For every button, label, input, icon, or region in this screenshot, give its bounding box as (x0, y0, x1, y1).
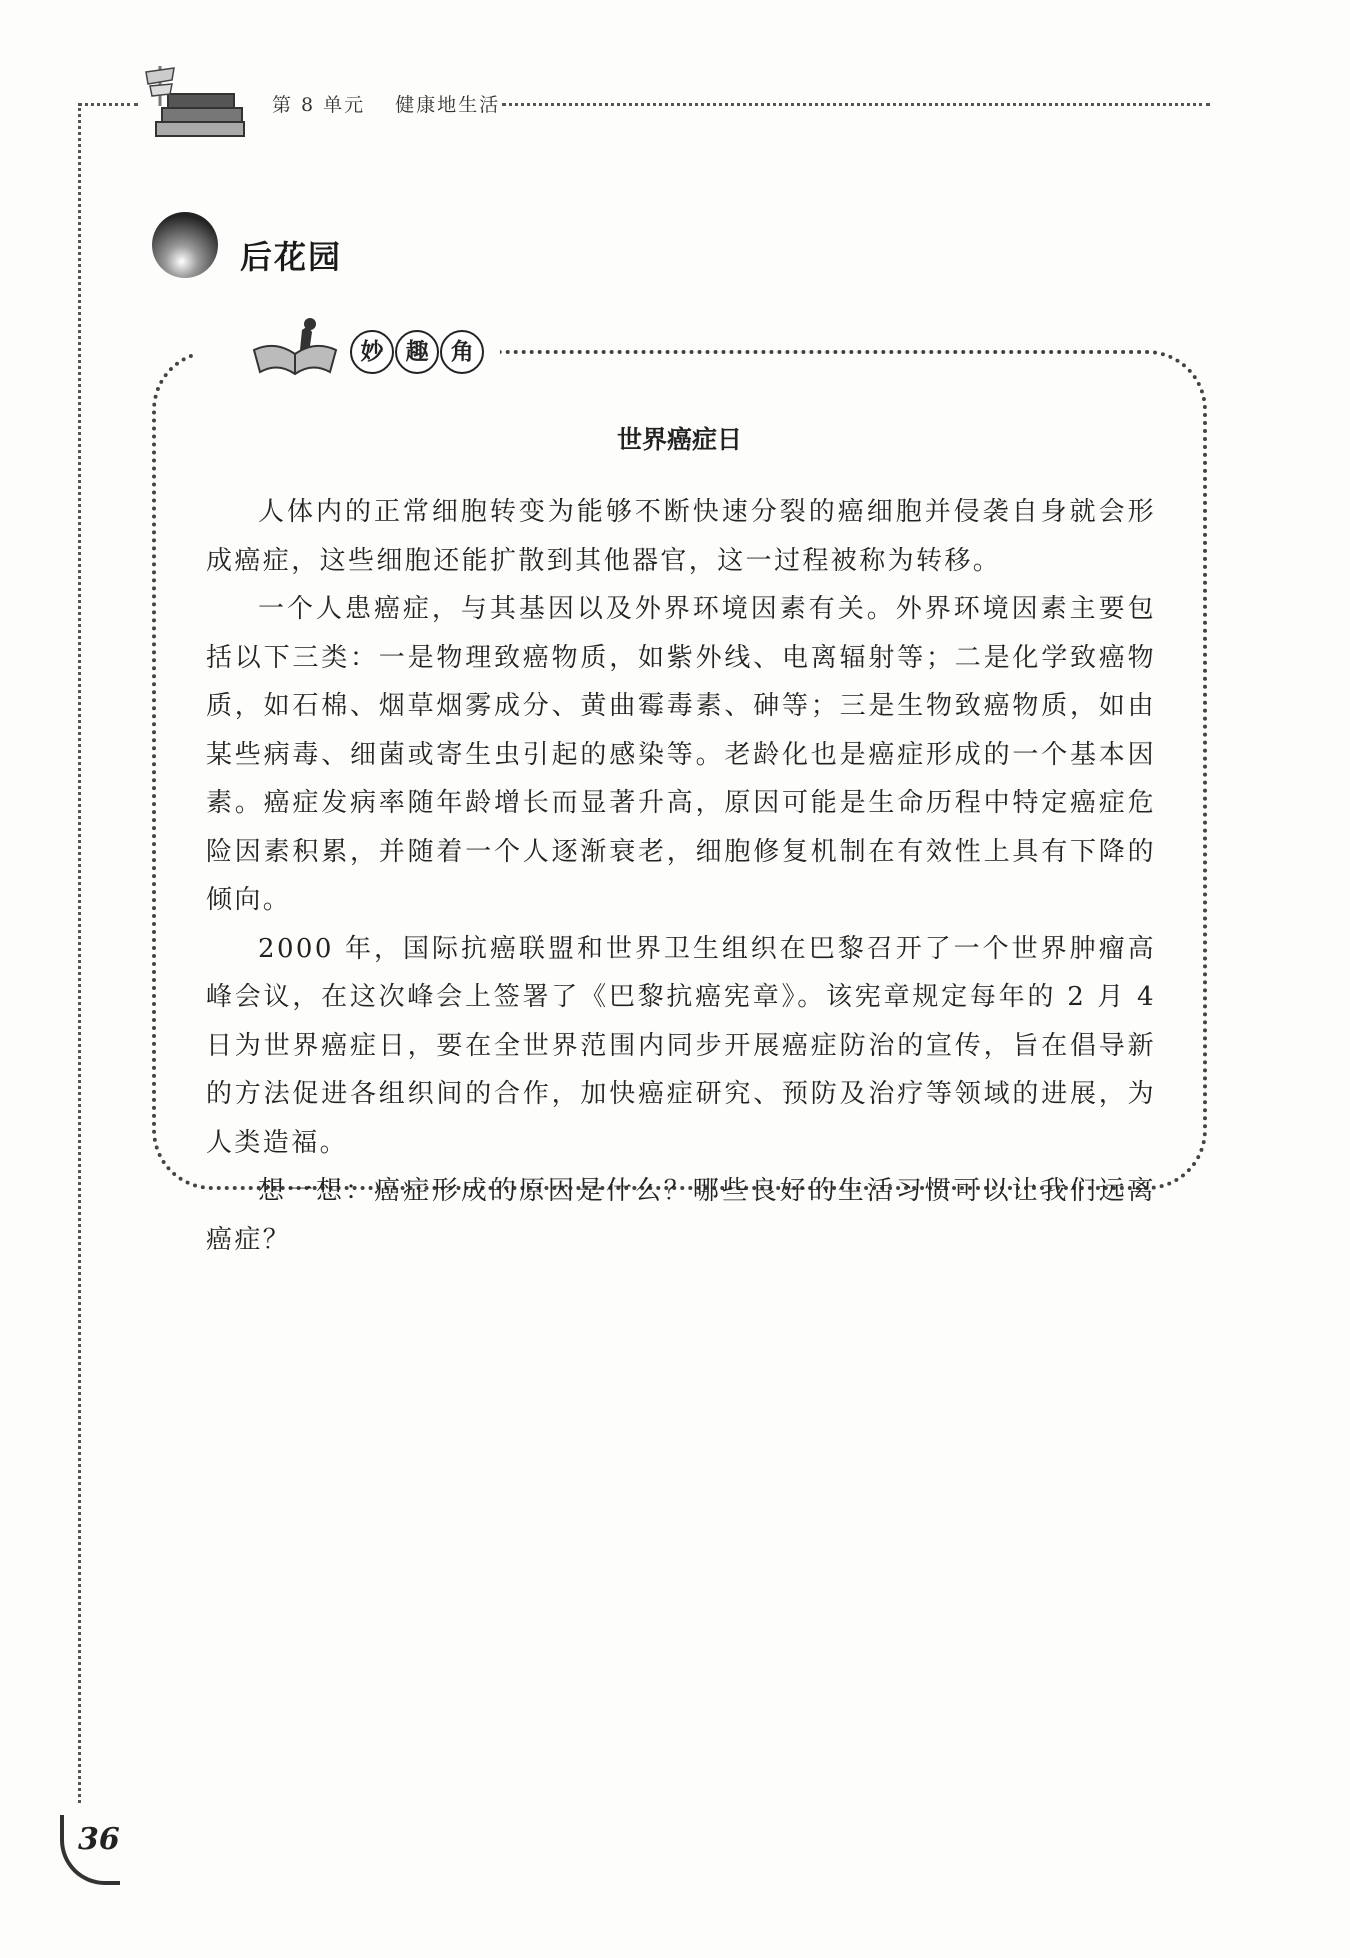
open-book-icon (250, 310, 340, 380)
badge-group (350, 330, 480, 374)
article-body (206, 488, 1156, 1264)
running-header (272, 90, 522, 117)
paragraph: 人体内的正常细胞转变为能够不断快速分裂的癌细胞并侵袭自身就会形成癌症，这些细胞还能扩散到其他器官，这一过程被称为转移。 (206, 497, 1156, 576)
badge-char-1: 妙 (350, 330, 394, 374)
badge-char-3: 角 (440, 330, 484, 374)
books-icon (142, 58, 252, 143)
badge-char-2: 趣 (395, 330, 439, 374)
header-rule-left (78, 103, 138, 106)
unit-title: 健康地生活 (395, 94, 501, 116)
page-margin-rule (78, 103, 81, 1803)
header-rule-right (502, 103, 1210, 106)
unit-number: 第 8 单元 (272, 94, 366, 116)
paragraph: 一个人患癌症，与其基因以及外界环境因素有关。外界环境因素主要包括以下三类：一是物理致癌物质，如紫外线、电离辐射等；二是化学致癌物质，如石棉、烟草烟雾成分、黄曲霉毒素、砷等；三是生物致癌物质，如由某些病毒、细菌或寄生虫引起的感染等。老龄化也是癌症形成的一个基本因素。癌症发病率随年龄增长而显著升高，原因可能是生命历程中特定癌症危险因素积累，并随着一个人逐渐衰老，细胞修复机制在有效性上具有下降的倾向。 (206, 594, 1156, 915)
article-title: 世界癌症日 (616, 425, 742, 454)
paragraph: 想一想：癌症形成的原因是什么？哪些良好的生活习惯可以让我们远离癌症？ (206, 1176, 1156, 1255)
paragraph: 2000 年，国际抗癌联盟和世界卫生组织在巴黎召开了一个世界肿瘤高峰会议，在这次峰会上签署了《巴黎抗癌宪章》。该宪章规定每年的 2 月 4 日为世界癌症日，要在全世界范围内同步开展癌症防治的宣传，旨在倡导新的方法促进各组织间的合作，加快癌症研究、预防及治疗等领域的进展，为人类造福。 (206, 933, 1156, 1158)
page-number: 36 (78, 1822, 120, 1857)
sphere-icon (150, 210, 220, 280)
section-title: 后花园 (240, 238, 343, 276)
